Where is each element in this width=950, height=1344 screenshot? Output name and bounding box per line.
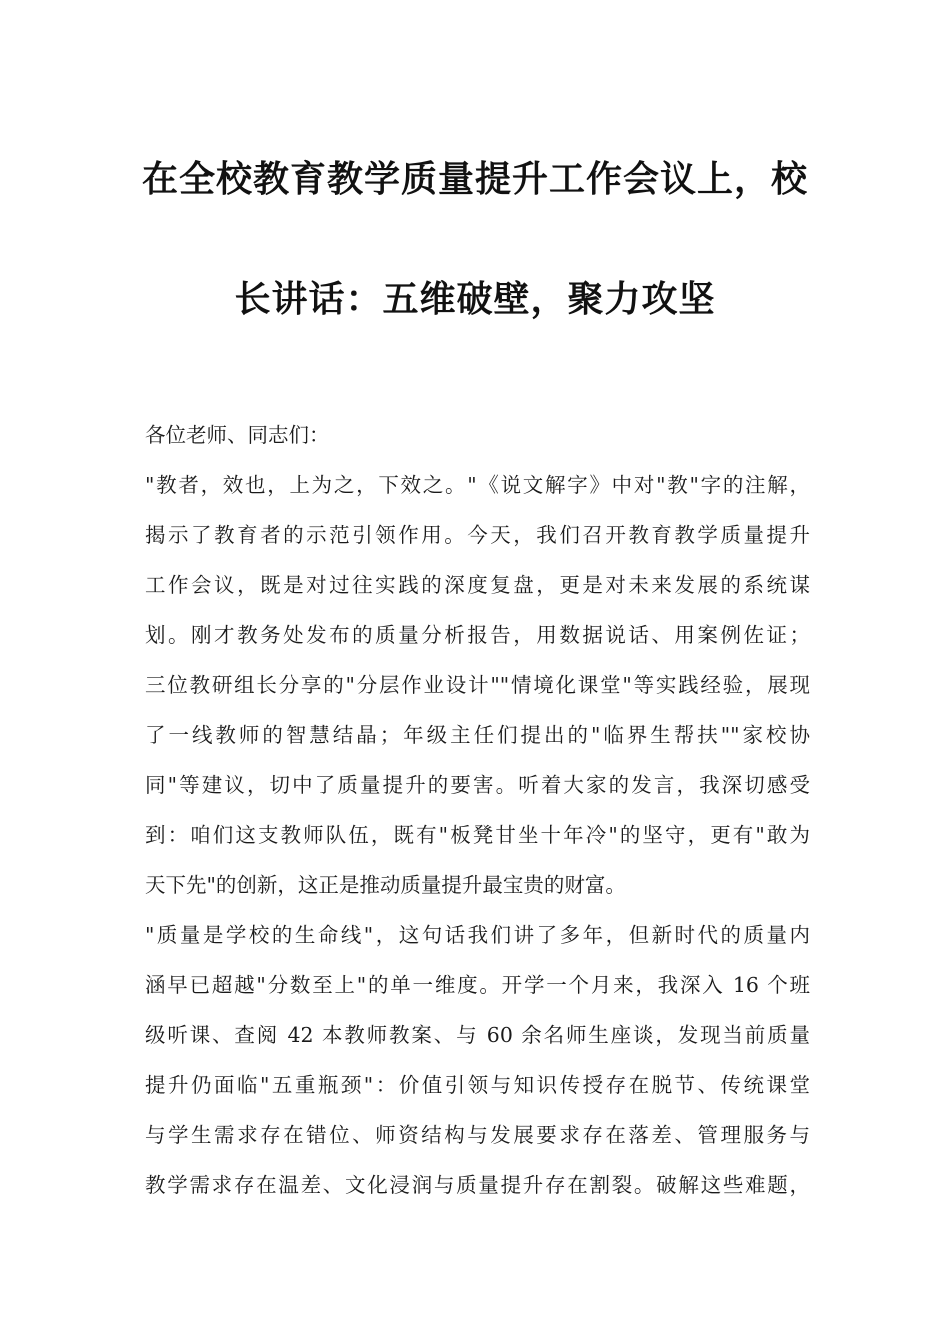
body-line: 天下先"的创新，这正是推动质量提升最宝贵的财富。	[145, 873, 626, 897]
body-line: 级听课、查阅 42 本教师教案、与 60 余名师生座谈，发现当前质量	[145, 1023, 810, 1047]
document-title-line-1: 在全校教育教学质量提升工作会议上，校	[141, 159, 808, 200]
body-line: 划。刚才教务处发布的质量分析报告，用数据说话、用案例佐证；	[145, 623, 810, 647]
body-line: 三位教研组长分享的"分层作业设计""情境化课堂"等实践经验，展现	[145, 673, 810, 697]
document-body	[145, 410, 810, 1210]
body-line: 工作会议，既是对过往实践的深度复盘，更是对未来发展的系统谋	[145, 573, 810, 597]
body-line: 各位老师、同志们：	[145, 423, 330, 447]
body-line: 教学需求存在温差、文化浸润与质量提升存在割裂。破解这些难题，	[145, 1173, 810, 1197]
body-line: 同"等建议，切中了质量提升的要害。听着大家的发言，我深切感受	[145, 773, 810, 797]
body-line: 与学生需求存在错位、师资结构与发展要求存在落差、管理服务与	[145, 1123, 810, 1147]
body-line: 到：咱们这支教师队伍，既有"板凳甘坐十年冷"的坚守，更有"敢为	[145, 823, 810, 847]
body-line: 涵早已超越"分数至上"的单一维度。开学一个月来，我深入 16 个班	[145, 973, 810, 997]
body-line: 提升仍面临"五重瓶颈"：价值引领与知识传授存在脱节、传统课堂	[145, 1073, 810, 1097]
body-line: "教者，效也，上为之，下效之。"《说文解字》中对"教"字的注解，	[145, 473, 810, 497]
body-line: 揭示了教育者的示范引领作用。今天，我们召开教育教学质量提升	[145, 523, 810, 547]
body-line: "质量是学校的生命线"，这句话我们讲了多年，但新时代的质量内	[145, 923, 810, 947]
document-title-line-2: 长讲话：五维破壁，聚力攻坚	[234, 279, 716, 320]
body-line: 了一线教师的智慧结晶；年级主任们提出的"临界生帮扶""家校协	[145, 723, 810, 747]
